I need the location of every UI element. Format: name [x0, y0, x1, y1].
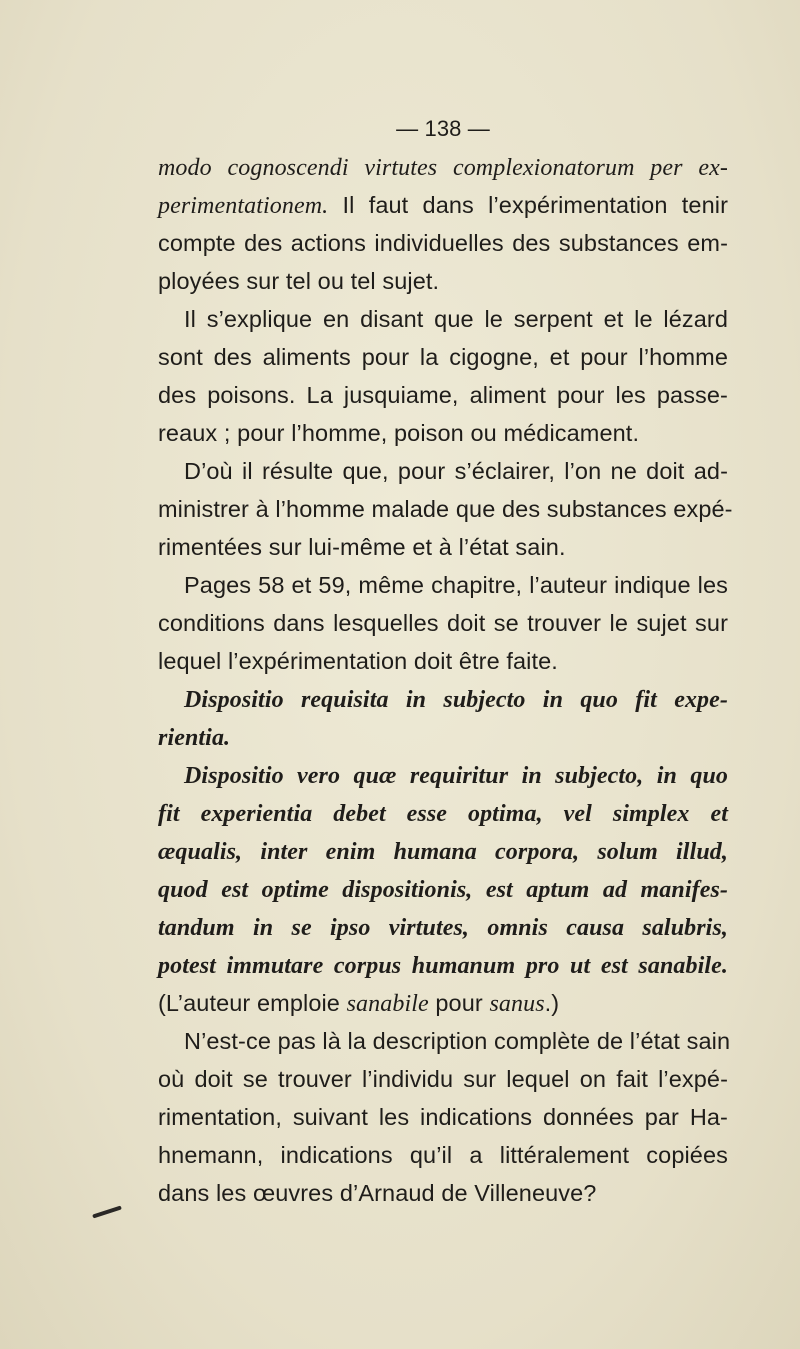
text-segment: .) [544, 990, 560, 1016]
text-line [158, 490, 733, 528]
text-line [158, 946, 728, 984]
text-line [158, 300, 728, 338]
text-segment: potest immutare corpus humanum pro ut est sanabile. [158, 953, 728, 979]
text-line [158, 376, 728, 414]
text-segment: ministrer à l’homme malade que des substances expé- [158, 496, 733, 522]
text-segment: où doit se trouver l’individu sur lequel on fait l’expé- [158, 1066, 728, 1092]
text-segment: Il faut dans l’expérimentation tenir [328, 192, 728, 218]
text-line [158, 224, 728, 262]
text-line [158, 984, 728, 1022]
text-segment: pour [428, 990, 490, 1016]
text-segment: Dispositio requisita in subjecto in quo fit expe- [184, 687, 728, 713]
text-segment: D’où il résulte que, pour s’éclairer, l’on ne doit ad- [184, 458, 728, 484]
text-line [158, 186, 728, 224]
text-line [158, 452, 728, 490]
text-line [158, 908, 728, 946]
text-line [158, 1022, 731, 1060]
text-line [158, 718, 728, 756]
text-line [158, 680, 728, 718]
text-segment: hnemann, indications qu’il a littéralement copiées [158, 1142, 728, 1168]
text-segment: N’est-ce pas là la description complète de l’état sain [184, 1028, 731, 1054]
text-line [158, 1060, 728, 1098]
text-segment: tandum in se ipso virtutes, omnis causa salubris, [158, 915, 728, 941]
text-segment: sanabile [346, 991, 429, 1017]
text-line [158, 148, 728, 186]
body-text [158, 148, 733, 1212]
text-line [158, 642, 728, 680]
text-line [158, 756, 728, 794]
text-line [158, 262, 728, 300]
text-segment: (L’auteur emploie [158, 990, 347, 1016]
text-line [158, 1174, 728, 1212]
text-segment: Il s’explique en disant que le serpent et le lézard [184, 306, 728, 332]
text-segment: sont des aliments pour la cigogne, et pour l’homme [158, 344, 728, 370]
text-line [158, 566, 728, 604]
text-segment: Dispositio vero quæ requiritur in subjecto, in quo [184, 763, 728, 789]
text-line [158, 338, 728, 376]
text-line [158, 1098, 728, 1136]
text-segment: sanus [489, 991, 545, 1017]
text-segment: lequel l’expérimentation doit être faite. [158, 648, 558, 674]
text-segment: compte des actions individuelles des substances em- [158, 230, 728, 256]
text-segment: rimentées sur lui-même et à l’état sain. [158, 534, 566, 560]
text-segment: quod est optime dispositionis, est aptum ad manifes- [158, 877, 728, 903]
text-segment: ployées sur tel ou tel sujet. [158, 268, 440, 294]
text-line [158, 832, 728, 870]
text-segment: Pages 58 et 59, même chapitre, l’auteur indique les [184, 572, 728, 598]
page-number: — 138 — [396, 116, 490, 141]
text-segment: conditions dans lesquelles doit se trouver le sujet sur [158, 610, 728, 636]
ink-mark [92, 1205, 122, 1218]
text-segment: rimentation, suivant les indications données par Ha- [158, 1104, 728, 1130]
text-segment: dans les œuvres d’Arnaud de Villeneuve? [158, 1180, 597, 1206]
text-segment: perimentationem. [158, 193, 329, 219]
book-page [158, 110, 733, 1212]
text-line [158, 870, 728, 908]
text-line [158, 1136, 728, 1174]
text-segment: des poisons. La jusquiame, aliment pour les passe- [158, 382, 728, 408]
text-segment: fit experientia debet esse optima, vel simplex et [158, 801, 728, 827]
text-line [158, 604, 728, 642]
text-line [158, 794, 728, 832]
text-line [158, 414, 728, 452]
text-segment: modo cognoscendi virtutes complexionatorum per ex- [158, 155, 728, 181]
text-segment: æqualis, inter enim humana corpora, solum illud, [158, 839, 728, 865]
text-segment: reaux ; pour l’homme, poison ou médicament. [158, 420, 640, 446]
text-line [158, 528, 728, 566]
text-segment: rientia. [158, 725, 231, 751]
